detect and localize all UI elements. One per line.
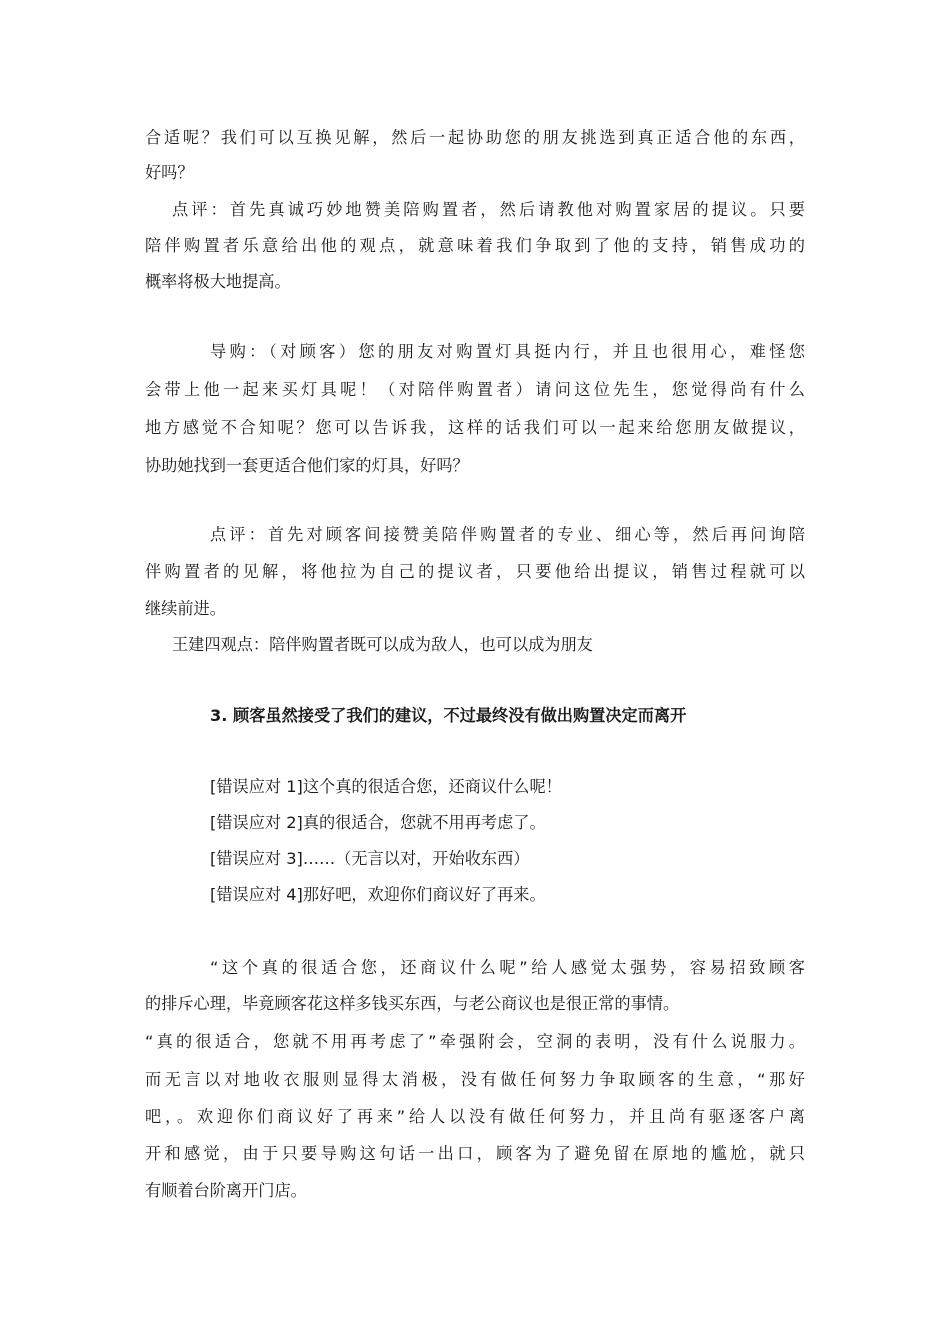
paragraph-line: 点评：首先对顾客间接赞美陪伴购置者的专业、细心等，然后再问询陪 bbox=[210, 525, 805, 544]
list-item: [错误应对 4]那好吧，欢迎你们商议好了再来。 bbox=[210, 885, 546, 904]
section-heading: 3. 顾客虽然接受了我们的建议，不过最终没有做出购置决定而离开 bbox=[210, 706, 687, 725]
paragraph-line: 有顺着台阶离开门店。 bbox=[145, 1181, 307, 1200]
paragraph-line: 伴购置者的见解，将他拉为自己的提议者，只要他给出提议，销售过程就可以 bbox=[145, 562, 805, 581]
paragraph-line: 导购：（对顾客）您的朋友对购置灯具挺内行，并且也很用心，难怪您 bbox=[210, 342, 805, 361]
paragraph-line: 而无言以对地收衣服则显得太消极，没有做任何努力争取顾客的生意，“那好 bbox=[145, 1070, 805, 1089]
paragraph-line: 概率将极大地提高。 bbox=[145, 272, 291, 291]
paragraph-line: 王建四观点：陪伴购置者既可以成为敌人，也可以成为朋友 bbox=[172, 635, 593, 654]
paragraph-line: 会带上他一起来买灯具呢！（对陪伴购置者）请问这位先生，您觉得尚有什么 bbox=[145, 380, 805, 399]
list-item: [错误应对 1]这个真的很适合您，还商议什么呢！ bbox=[210, 777, 562, 796]
paragraph-line: 协助她找到一套更适合他们家的灯具，好吗？ bbox=[145, 456, 469, 475]
paragraph-line: 开和感觉，由于只要导购这句话一出口，顾客为了避免留在原地的尴尬，就只 bbox=[145, 1144, 805, 1163]
paragraph-line: 陪伴购置者乐意给出他的观点，就意味着我们争取到了他的支持，销售成功的 bbox=[145, 236, 805, 255]
list-item: [错误应对 2]真的很适合，您就不用再考虑了。 bbox=[210, 813, 546, 832]
paragraph-line: 的排斥心理，毕竟顾客花这样多钱买东西，与老公商议也是很正常的事情。 bbox=[145, 994, 680, 1013]
paragraph-line: “这个真的很适合您，还商议什么呢”给人感觉太强势，容易招致顾客 bbox=[210, 958, 805, 977]
list-item: [错误应对 3]……（无言以对，开始收东西） bbox=[210, 849, 530, 868]
paragraph-line: 地方感觉不合知呢？您可以告诉我，这样的话我们可以一起来给您朋友做提议， bbox=[145, 418, 805, 437]
paragraph-line: “真的很适合，您就不用再考虑了”牵强附会，空洞的表明，没有什么说服力。 bbox=[145, 1032, 805, 1051]
paragraph-line: 合适呢？我们可以互换见解，然后一起协助您的朋友挑选到真正适合他的东西， bbox=[145, 128, 805, 147]
paragraph-line: 点评：首先真诚巧妙地赞美陪购置者，然后请教他对购置家居的提议。只要 bbox=[172, 200, 805, 219]
paragraph-line: 吧，。欢迎你们商议好了再来”给人以没有做任何努力，并且尚有驱逐客户离 bbox=[145, 1107, 805, 1126]
paragraph-line: 好吗？ bbox=[145, 163, 194, 182]
paragraph-line: 继续前进。 bbox=[145, 599, 226, 618]
